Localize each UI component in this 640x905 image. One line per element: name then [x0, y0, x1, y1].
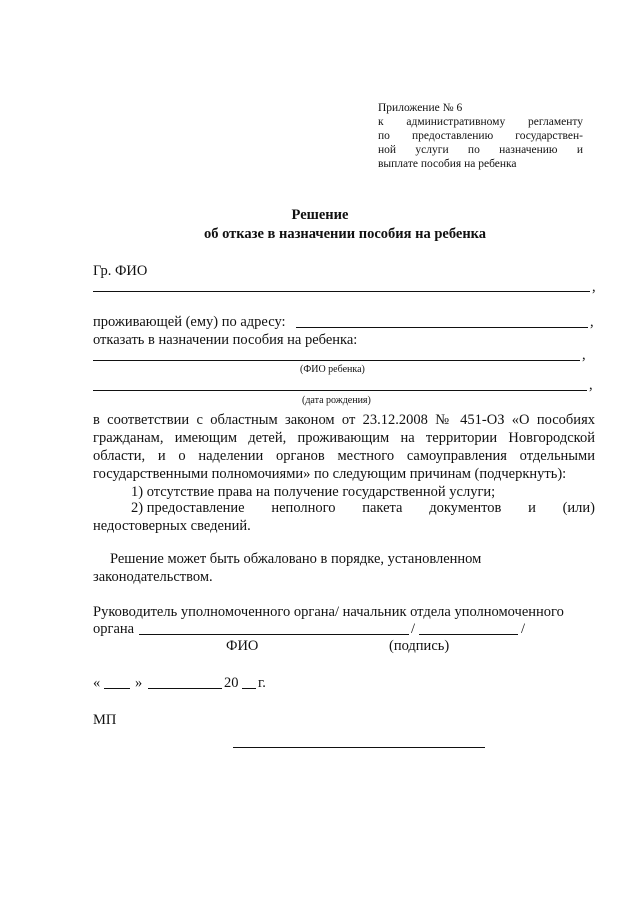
official-name-line[interactable] [139, 634, 409, 635]
child-name-line[interactable] [93, 360, 580, 361]
signature-title: Руководитель уполномоченного органа/ начальник отдела уполномоченного [93, 604, 564, 620]
organ-label: органа [93, 621, 135, 637]
reasons-line-1: в соответствии с областным законом от 23.12.2008 № 451-ОЗ «О пособиях [93, 412, 595, 428]
reasons-line-2: гражданам, имеющим детей, проживающим на территории Новгородской [93, 430, 595, 446]
appendix-line-2: к административному регламенту [378, 116, 583, 128]
appendix-line-3: по предоставлению государствен- [378, 130, 583, 142]
appendix-line-1: Приложение № 6 [378, 102, 463, 114]
date-year-line[interactable] [242, 688, 256, 689]
reason-item-2 [131, 499, 595, 517]
reason-item-2-word: пакета [362, 500, 403, 516]
bottom-line[interactable] [233, 747, 485, 748]
reasons-line-4: государственными полномочиями» по следующим причинам (подчеркнуть): [93, 466, 567, 482]
date-open-quote: « [93, 675, 101, 691]
comma: , [590, 314, 594, 330]
reason-item-2-word: и [528, 500, 536, 516]
reason-item-2-continued: недостоверных сведений. [93, 518, 251, 534]
date-close-quote: » [135, 675, 143, 691]
appeal-line-2: законодательством. [93, 569, 213, 585]
document-subtitle: об отказе в назначении пособия на ребенка [203, 226, 487, 242]
document-title: Решение [291, 207, 349, 223]
appendix-block [378, 101, 583, 171]
birth-date-line[interactable] [93, 390, 587, 391]
reason-item-2-word: документов [429, 500, 502, 516]
birth-date-caption: (дата рождения) [302, 395, 371, 406]
citizen-label: Гр. ФИО [93, 263, 148, 279]
comma: , [592, 279, 596, 295]
citizen-name-line[interactable] [93, 291, 590, 292]
appendix-line-5: выплате пособия на ребенка [378, 158, 517, 170]
comma: , [589, 377, 593, 393]
date-year-suffix: г. [258, 675, 266, 691]
reason-item-2-word: 2) предоставление [131, 500, 245, 516]
address-line[interactable] [296, 327, 588, 328]
date-month-line[interactable] [148, 688, 222, 689]
fio-caption: ФИО [226, 638, 259, 654]
reasons-line-3: области, и о наделении органов местного самоуправления отдельными [93, 448, 595, 464]
comma: , [582, 347, 586, 363]
date-year-prefix: 20 [224, 675, 239, 691]
slash: / [521, 621, 526, 637]
reason-item-1: 1) отсутствие права на получение государственной услуги; [131, 484, 496, 500]
sign-caption: (подпись) [389, 638, 450, 654]
signature-line[interactable] [419, 634, 518, 635]
appendix-line-4: ной услуги по назначению и [378, 144, 583, 156]
child-name-caption: (ФИО ребенка) [300, 364, 365, 375]
appeal-line-1: Решение может быть обжаловано в порядке, установленном [110, 551, 482, 567]
slash: / [411, 621, 416, 637]
address-label: проживающей (ему) по адресу: [93, 314, 286, 330]
stamp-label: МП [93, 712, 117, 728]
date-day-line[interactable] [104, 688, 130, 689]
reason-item-2-word: неполного [271, 500, 336, 516]
reason-item-2-word: (или) [562, 500, 595, 516]
refuse-text: отказать в назначении пособия на ребенка: [93, 332, 358, 348]
